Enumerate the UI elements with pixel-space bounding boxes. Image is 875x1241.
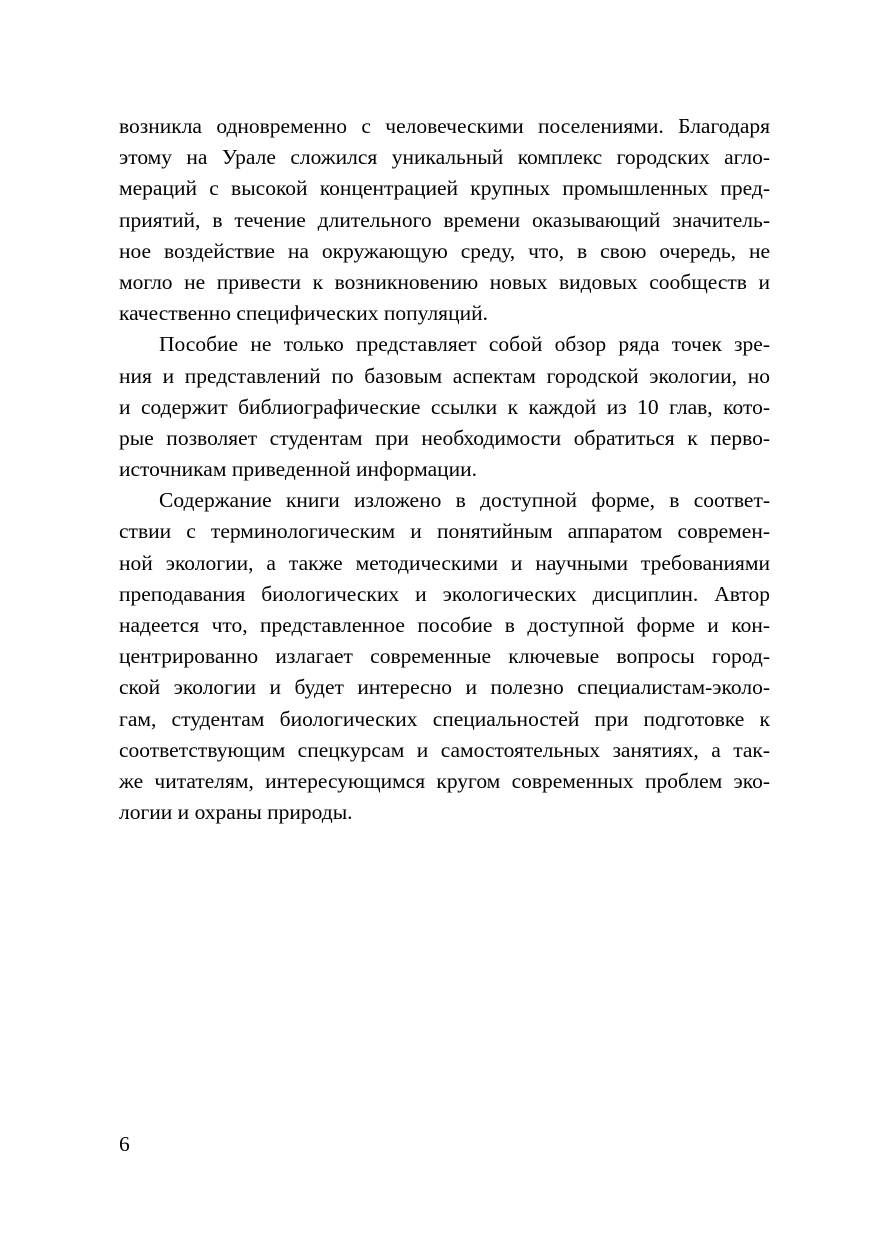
text-line: же читателям, интересующимся кругом современных проблем эко- xyxy=(119,768,770,793)
text-line: центрированно излагает современные ключевые вопросы город- xyxy=(119,644,770,669)
paragraph xyxy=(119,485,770,828)
text-line: Пособие не только представляет собой обзор ряда точек зре- xyxy=(159,332,770,357)
text-line: мераций с высокой концентрацией крупных промышленных пред- xyxy=(119,176,770,201)
text-line: гам, студентам биологических специальностей при подготовке к xyxy=(119,706,770,731)
text-line: надеется что, представленное пособие в доступной форме и кон- xyxy=(119,613,770,637)
paragraph xyxy=(119,111,770,329)
text-line: ния и представлений по базовым аспектам городской экологии, но xyxy=(119,363,770,388)
text-line: этому на Урале сложился уникальный комплекс городских агло- xyxy=(119,145,770,170)
paragraph xyxy=(119,329,770,485)
text-line: и содержит библиографические ссылки к каждой из 10 глав, кото- xyxy=(119,394,770,419)
text-line: приятий, в течение длительного времени оказывающий значитель- xyxy=(119,207,770,232)
text-line: качественно специфических популяций. xyxy=(119,301,488,326)
body-text xyxy=(119,111,770,828)
text-line: могло не привести к возникновению новых видовых сообществ и xyxy=(119,269,770,294)
text-line: ской экологии и будет интересно и полезно специалистам-эколо- xyxy=(119,675,770,700)
text-line: Содержание книги изложено в доступной форме, в соответ- xyxy=(159,488,770,513)
text-line: преподавания биологических и экологических дисциплин. Автор xyxy=(119,581,770,606)
text-line: ной экологии, а также методическими и научными требованиями xyxy=(119,550,770,575)
page-number: 6 xyxy=(119,1132,130,1156)
text-line: возникла одновременно с человеческими поселениями. Благодаря xyxy=(119,114,770,138)
text-line: ствии с терминологическим и понятийным аппаратом современ- xyxy=(119,519,770,544)
text-line: ное воздействие на окружающую среду, что, в свою очередь, не xyxy=(119,238,770,263)
text-line: рые позволяет студентам при необходимости обратиться к перво- xyxy=(119,425,770,450)
text-line: логии и охраны природы. xyxy=(119,800,353,825)
text-line: источникам приведенной информации. xyxy=(119,457,478,482)
text-line: соответствующим спецкурсам и самостоятельных занятиях, а так- xyxy=(119,737,770,762)
